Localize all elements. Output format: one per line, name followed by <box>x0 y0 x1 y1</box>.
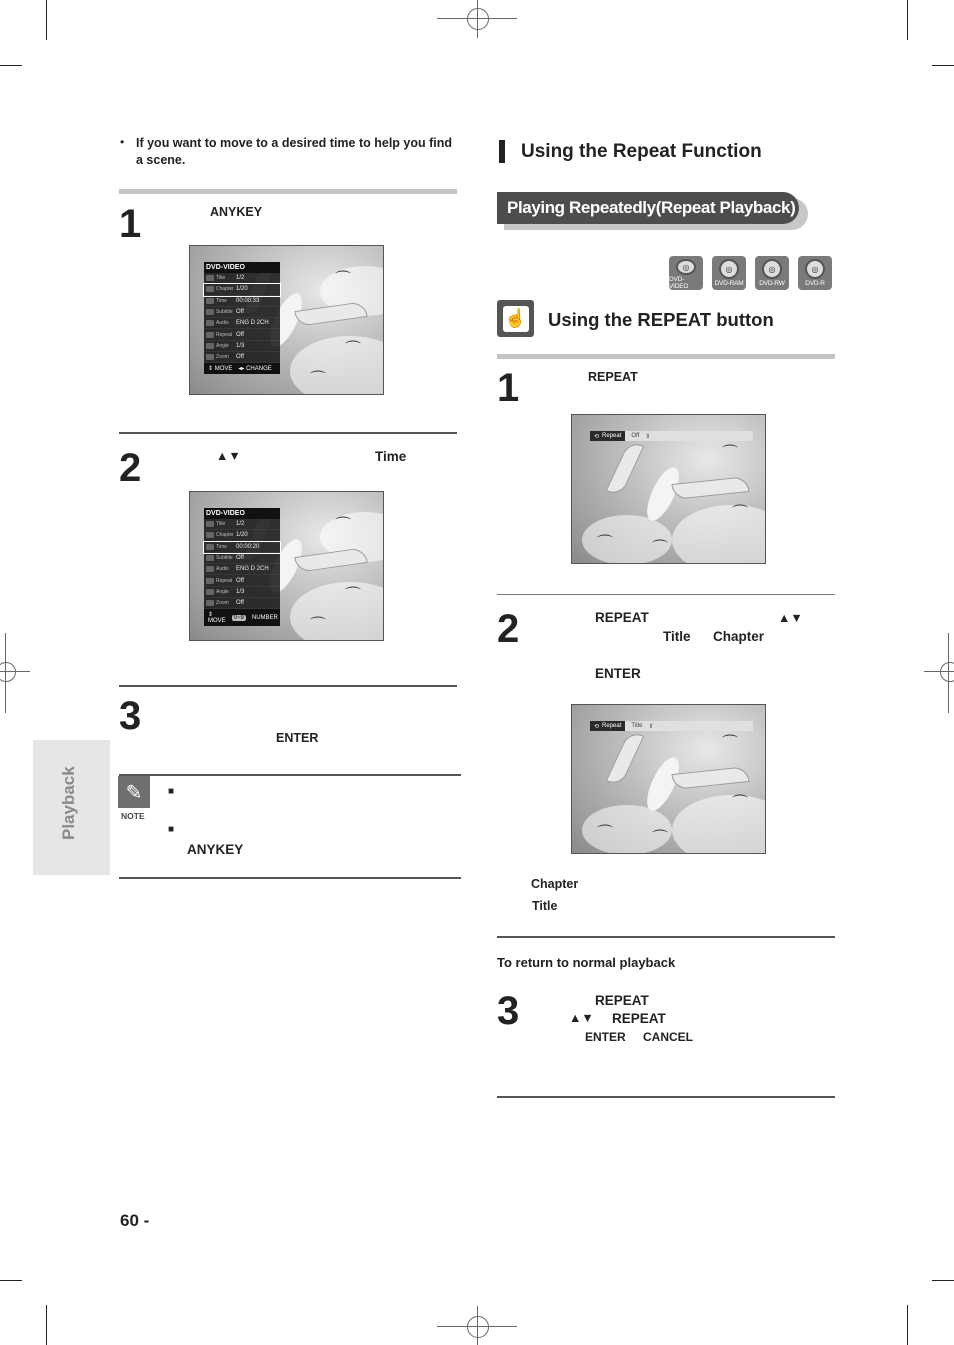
banner-text: Playing Repeatedly(Repeat Playback) <box>507 198 796 217</box>
menu-row-icon <box>206 332 214 338</box>
menu-row <box>204 575 280 586</box>
menu-row-label: Zoom <box>216 600 229 607</box>
repeat-status-bar <box>590 431 753 441</box>
crop-mark <box>907 0 908 40</box>
menu-row-label: Audio <box>216 566 229 573</box>
sidebar-tab <box>33 740 110 875</box>
menu-row-value: 00:00:20 <box>236 543 260 550</box>
menu-row-label: Audio <box>216 320 229 327</box>
menu-row-value: Off <box>236 555 244 562</box>
step-divider <box>119 685 457 687</box>
crop-mark <box>0 1280 22 1281</box>
screen-image: ⌒ ⌒ ⌒ ⌒ ⟲ Repeat Title ⇕ <box>571 704 766 854</box>
note-bottom-rule <box>119 877 461 879</box>
disc-label: DVD-VIDEO <box>669 276 689 290</box>
legend-chapter: Chapter <box>531 877 579 891</box>
key-label: REPEAT <box>612 1011 666 1026</box>
crop-mark <box>907 1305 908 1345</box>
menu-row-icon <box>206 578 214 584</box>
move-hint: ⇕ MOVE <box>208 612 226 625</box>
crop-mark <box>46 1305 47 1345</box>
hand-press-icon: ☝ <box>497 300 534 337</box>
repeat-label: Repeat <box>602 723 622 729</box>
repeat-label: Repeat <box>602 433 622 439</box>
registration-line <box>948 633 949 713</box>
disc-label: DVD-RW <box>759 280 785 287</box>
menu-row-icon <box>206 309 214 315</box>
arrow-keys: ▲▼ <box>216 449 241 463</box>
menu-row-icon <box>206 532 214 538</box>
menu-row-icon <box>206 320 214 326</box>
menu-row <box>204 587 280 598</box>
menu-row-icon <box>206 354 214 360</box>
menu-row-value: 1/3 <box>236 588 245 595</box>
menu-footer <box>204 609 280 626</box>
title-label: Title <box>663 629 691 644</box>
repeat-bar-value <box>625 433 656 440</box>
registration-line <box>477 1306 478 1345</box>
sub-title: Using the REPEAT button <box>548 309 774 330</box>
menu-row-value: Off <box>236 309 244 316</box>
repeat-value: Title <box>631 723 643 729</box>
menu-row <box>204 307 280 318</box>
menu-row-label: Angle <box>216 342 229 349</box>
key-label: ENTER <box>595 666 641 681</box>
section-banner <box>497 192 799 224</box>
menu-row-icon <box>206 589 214 595</box>
dvd-info-menu <box>204 508 280 626</box>
menu-row-label: Time <box>216 297 227 304</box>
step-number: 3 <box>119 694 142 738</box>
menu-row <box>204 519 280 530</box>
menu-row <box>204 553 280 564</box>
repeat-bar-label: ⟲ Repeat <box>590 721 625 731</box>
up-down-icon: ⇕ <box>648 723 654 730</box>
legend-title: Title <box>532 899 558 913</box>
key-label: CANCEL <box>643 1030 693 1044</box>
registration-mark-icon <box>467 1316 489 1338</box>
menu-row-value: 1/20 <box>236 286 248 293</box>
section-rule <box>497 354 835 359</box>
change-hint: ◂▸ CHANGE <box>238 366 272 373</box>
note-bullet: ■ <box>168 786 175 797</box>
key-label: REPEAT <box>588 370 638 384</box>
menu-row-icon <box>206 555 214 561</box>
dvd-ram-disc-icon: ◎ DVD-RAM <box>712 256 746 290</box>
change-label: CHANGE <box>246 366 272 373</box>
crop-mark <box>932 1280 954 1281</box>
menu-row <box>204 329 280 340</box>
step-divider <box>497 594 835 595</box>
note-pencil-icon: ✎ <box>118 776 150 808</box>
step-divider <box>497 936 835 938</box>
dvd-info-menu <box>204 262 280 374</box>
repeat-bar-label: ⟲ Repeat <box>590 431 625 441</box>
key-label: Time <box>375 449 407 464</box>
menu-row-label: Subtitle <box>216 309 233 316</box>
arrow-keys: ▲▼ <box>569 1011 594 1025</box>
dvd-video-disc-icon: ◎ DVD-VIDEO <box>669 256 703 290</box>
menu-row-icon <box>206 521 214 527</box>
dvd-rw-disc-icon: ◎ DVD-RW <box>755 256 789 290</box>
key-label: REPEAT <box>595 610 649 625</box>
step-number: 2 <box>497 607 520 651</box>
step-divider <box>119 432 457 434</box>
registration-mark-icon <box>940 662 954 682</box>
screen-image: ⌒ ⌒ ⌒ DVD-VIDEO Title 1/2 Chapter 1/20 Time 00:00:33 Subtitle Off Audio ENG D 2CH Repeat Off Angle 1/3 Zoom Off ⇕ MOVE ◂▸ CHANGE <box>189 245 384 395</box>
number-label: NUMBER <box>251 614 278 621</box>
menu-row-value: Off <box>236 577 244 584</box>
crop-mark <box>0 65 22 66</box>
disc-label: DVD-R <box>805 280 825 287</box>
menu-row-label: Repeat <box>216 331 233 338</box>
menu-row <box>204 284 280 295</box>
dvd-r-disc-icon: ◎ DVD-R <box>798 256 832 290</box>
step-number: 2 <box>119 446 142 490</box>
menu-row-label: Title <box>216 275 226 282</box>
menu-row-label: Chapter <box>216 286 234 293</box>
menu-row-icon <box>206 286 214 292</box>
menu-row-icon <box>206 566 214 572</box>
note-label: NOTE <box>121 811 145 821</box>
menu-row <box>204 273 280 284</box>
menu-row <box>204 530 280 541</box>
menu-row <box>204 564 280 575</box>
menu-row-value: 1/2 <box>236 521 245 528</box>
key-label: REPEAT <box>595 993 649 1008</box>
move-hint: ⇕ MOVE <box>208 366 233 373</box>
step-number: 1 <box>497 366 520 410</box>
sidebar-label: Playback <box>59 766 78 840</box>
menu-row <box>204 598 280 609</box>
move-label: MOVE <box>208 618 226 625</box>
page-number: 60 - <box>120 1211 150 1230</box>
menu-row-value: 00:00:33 <box>236 297 260 304</box>
disc-label: DVD-RAM <box>714 280 744 287</box>
menu-row-value: 1/3 <box>236 342 245 349</box>
key-label: ENTER <box>585 1030 626 1044</box>
menu-row <box>204 341 280 352</box>
menu-row-value: ENG D 2CH <box>236 320 269 327</box>
menu-row-label: Time <box>216 543 227 550</box>
return-heading: To return to normal playback <box>497 955 676 970</box>
menu-row-label: Subtitle <box>216 555 233 562</box>
menu-row-value: 1/2 <box>236 275 245 282</box>
registration-line <box>477 0 478 38</box>
arrow-keys: ▲▼ <box>778 611 803 625</box>
screen-image: ⌒ ⌒ ⌒ ⌒ ⟲ Repeat Off ⇕ <box>571 414 766 564</box>
menu-row-icon <box>206 343 214 349</box>
menu-row-icon <box>206 298 214 304</box>
section-title: Using the Repeat Function <box>521 141 762 162</box>
menu-row <box>204 352 280 363</box>
repeat-status-bar <box>590 721 753 731</box>
registration-mark-icon <box>0 662 16 682</box>
crop-mark <box>932 65 954 66</box>
menu-row-value: Off <box>236 354 244 361</box>
heading-bar <box>499 140 505 163</box>
section-bottom-rule <box>497 1096 835 1098</box>
registration-mark-icon <box>467 8 489 30</box>
menu-row-label: Zoom <box>216 354 229 361</box>
menu-header: DVD-VIDEO <box>204 262 280 273</box>
repeat-value: Off <box>631 433 640 439</box>
number-keys-label: 0~9 <box>233 614 244 621</box>
step-number: 1 <box>119 202 142 246</box>
crop-mark <box>46 0 47 40</box>
menu-row-icon <box>206 544 214 550</box>
menu-row-label: Title <box>216 521 226 528</box>
key-label: ANYKEY <box>187 842 244 857</box>
intro-text: If you want to move to a desired time to help you find a scene. <box>136 136 452 167</box>
registration-line <box>5 633 6 713</box>
menu-row-icon <box>206 600 214 606</box>
move-label: MOVE <box>214 366 233 373</box>
menu-row-label: Chapter <box>216 532 234 539</box>
menu-row-value: Off <box>236 600 244 607</box>
menu-row-value: Off <box>236 331 244 338</box>
up-down-icon: ⇕ <box>645 433 651 440</box>
menu-row-value: 1/20 <box>236 532 248 539</box>
note-bullet: ■ <box>168 824 175 835</box>
bullet: • <box>120 135 125 149</box>
menu-row <box>204 318 280 329</box>
menu-row <box>204 542 280 553</box>
key-label: ANYKEY <box>210 205 263 219</box>
menu-row-label: Repeat <box>216 577 233 584</box>
menu-row-icon <box>206 275 214 281</box>
section-rule <box>119 189 457 194</box>
repeat-bar-value <box>625 723 659 730</box>
menu-row-label: Angle <box>216 588 229 595</box>
menu-footer <box>204 363 280 374</box>
menu-row <box>204 296 280 307</box>
screen-image: ⌒ ⌒ ⌒ DVD-VIDEO Title 1/2 Chapter 1/20 Time 00:00:20 Subtitle Off Audio ENG D 2CH Repeat Off Angle 1/3 Zoom Off ⇕ MOVE 0~9 NUMBER <box>189 491 384 641</box>
step-number: 3 <box>497 989 520 1033</box>
menu-header: DVD-VIDEO <box>204 508 280 519</box>
menu-row-value: ENG D 2CH <box>236 566 269 573</box>
chapter-label: Chapter <box>713 629 765 644</box>
note-top-rule <box>119 774 461 776</box>
key-label: ENTER <box>276 731 319 745</box>
registration-line <box>924 671 954 672</box>
